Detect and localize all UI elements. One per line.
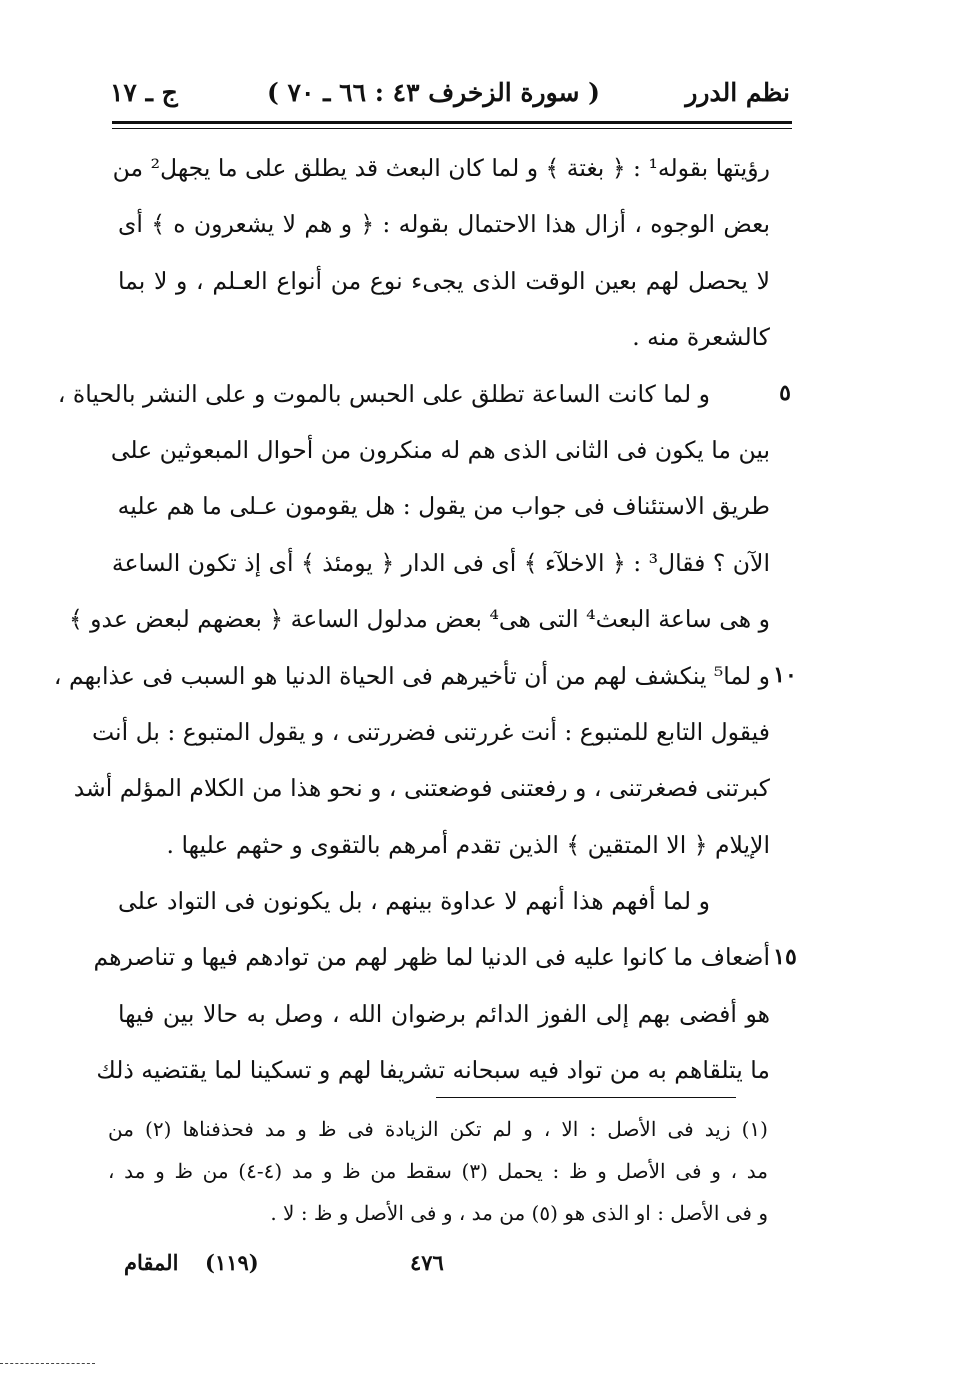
page-footer [110,1250,610,1280]
text-line: فيقول التابع للمتبوع : أنت غررتنى فضررتنى ، و يقول المتبوع : بل أنت [91,717,770,746]
text-line: ما يتلقاهم به من تواد فيه سبحانه تشريفا لهم و تسكينا لما يقتضيه ذلك [96,1056,770,1085]
footnote-rule [436,1097,736,1098]
scan-edge-mark [0,1363,95,1364]
text-line: بعض الوجوه ، أزال هذا الاحتمال بقوله : ﴿ و هم لا يشعرون ه ﴾ أى [118,210,770,239]
text-line: هو أفضى بهم إلى الفوز الدائم برضوان الله ، وصل به حالا بين فيها [118,999,770,1028]
text-line: و لما أفهم هذا أنهم لا عداوة بينهم ، بل يكونون فى التواد على [118,887,710,916]
text-line: و هى ساعة البعث⁴ التى هى⁴ بعض مدلول الساعة ﴿ بعضهم لبعض عدو ﴾ [68,605,770,634]
footnote-line: مد ، و فى الأصل و ظ : يحمل (٣) سقط من ظ و مد (٤-٤) من ظ و مد ، [108,1159,768,1183]
text-line: الآن ؟ فقال³ : ﴿ الاخلآء ﴾ أى فى الدار ﴿ يومئذ ﴾ أى إذ تكون الساعة [111,548,770,577]
text-line: الإيلام ﴿ الا المتقين ﴾ الذين تقدم أمرهم بالتقوى و حثهم عليها . [166,830,770,859]
volume-parenthetical: (١١٩) [205,1250,259,1275]
header-rule-thick [112,121,792,124]
text-line: كالشعرة منه . [632,323,770,352]
running-header [110,78,790,118]
section-word: المقام [124,1250,179,1275]
text-line: و لما كانت الساعة تطلق على الحبس بالموت و على النشر بالحياة ، [57,379,710,408]
book-title: نظم الدرر [685,78,790,107]
text-line: كبرتنى فصغرتنى ، و رفعتنى فوضعتنى ، و نحو هذا من الكلام المؤلم أشد [73,774,770,803]
line-number-5: ٥ [779,380,791,406]
page-number: ٤٧٦ [410,1250,444,1275]
footnote-line: و فى الأصل : او الذى هو (٥) من مد ، و فى الأصل و ظ : لا . [270,1201,768,1225]
surah-info: ( سورة الزخرف ٤٣ : ٦٦ ـ ٧٠ ) [267,78,600,107]
text-line: طريق الاستئناف فى جواب من يقول : هل يقومون عـلى ما هم عليه [117,492,770,521]
line-number-10: ١٠ [773,662,797,688]
text-line: و لما⁵ ينكشف لهم من أن تأخيرهم فى الحياة الدنيا هو السبب فى عذابهم ، [53,661,770,690]
footnotes [108,1108,768,1234]
text-line: بين ما يكون فى الثانى الذى هم له منكرون من أحوال المبعوثين على [110,435,770,464]
text-line: لا يحصل لهم بعين الوقت الذى يجىء نوع من أنواع العـلم ، و لا بما [118,266,770,295]
text-line: رؤيتها بقوله¹ : ﴿ بغتة ﴾ و لما كان البعث قد يطلق على ما يجهل² من [112,154,770,182]
line-number-15: ١٥ [773,944,797,970]
footnote-line: (١) زيد فى الأصل : الا ، و لم تكن الزيادة فى ظ و مد فحذفناها (٢) من [108,1117,768,1141]
text-line: أضعاف ما كانوا عليه فى الدنيا لما ظهر لهم من توادهم فيها و تناصرهم [93,943,770,972]
main-text [53,140,770,1099]
volume-label: ج ـ ١٧ [110,78,178,107]
header-rule-thin [112,128,792,129]
